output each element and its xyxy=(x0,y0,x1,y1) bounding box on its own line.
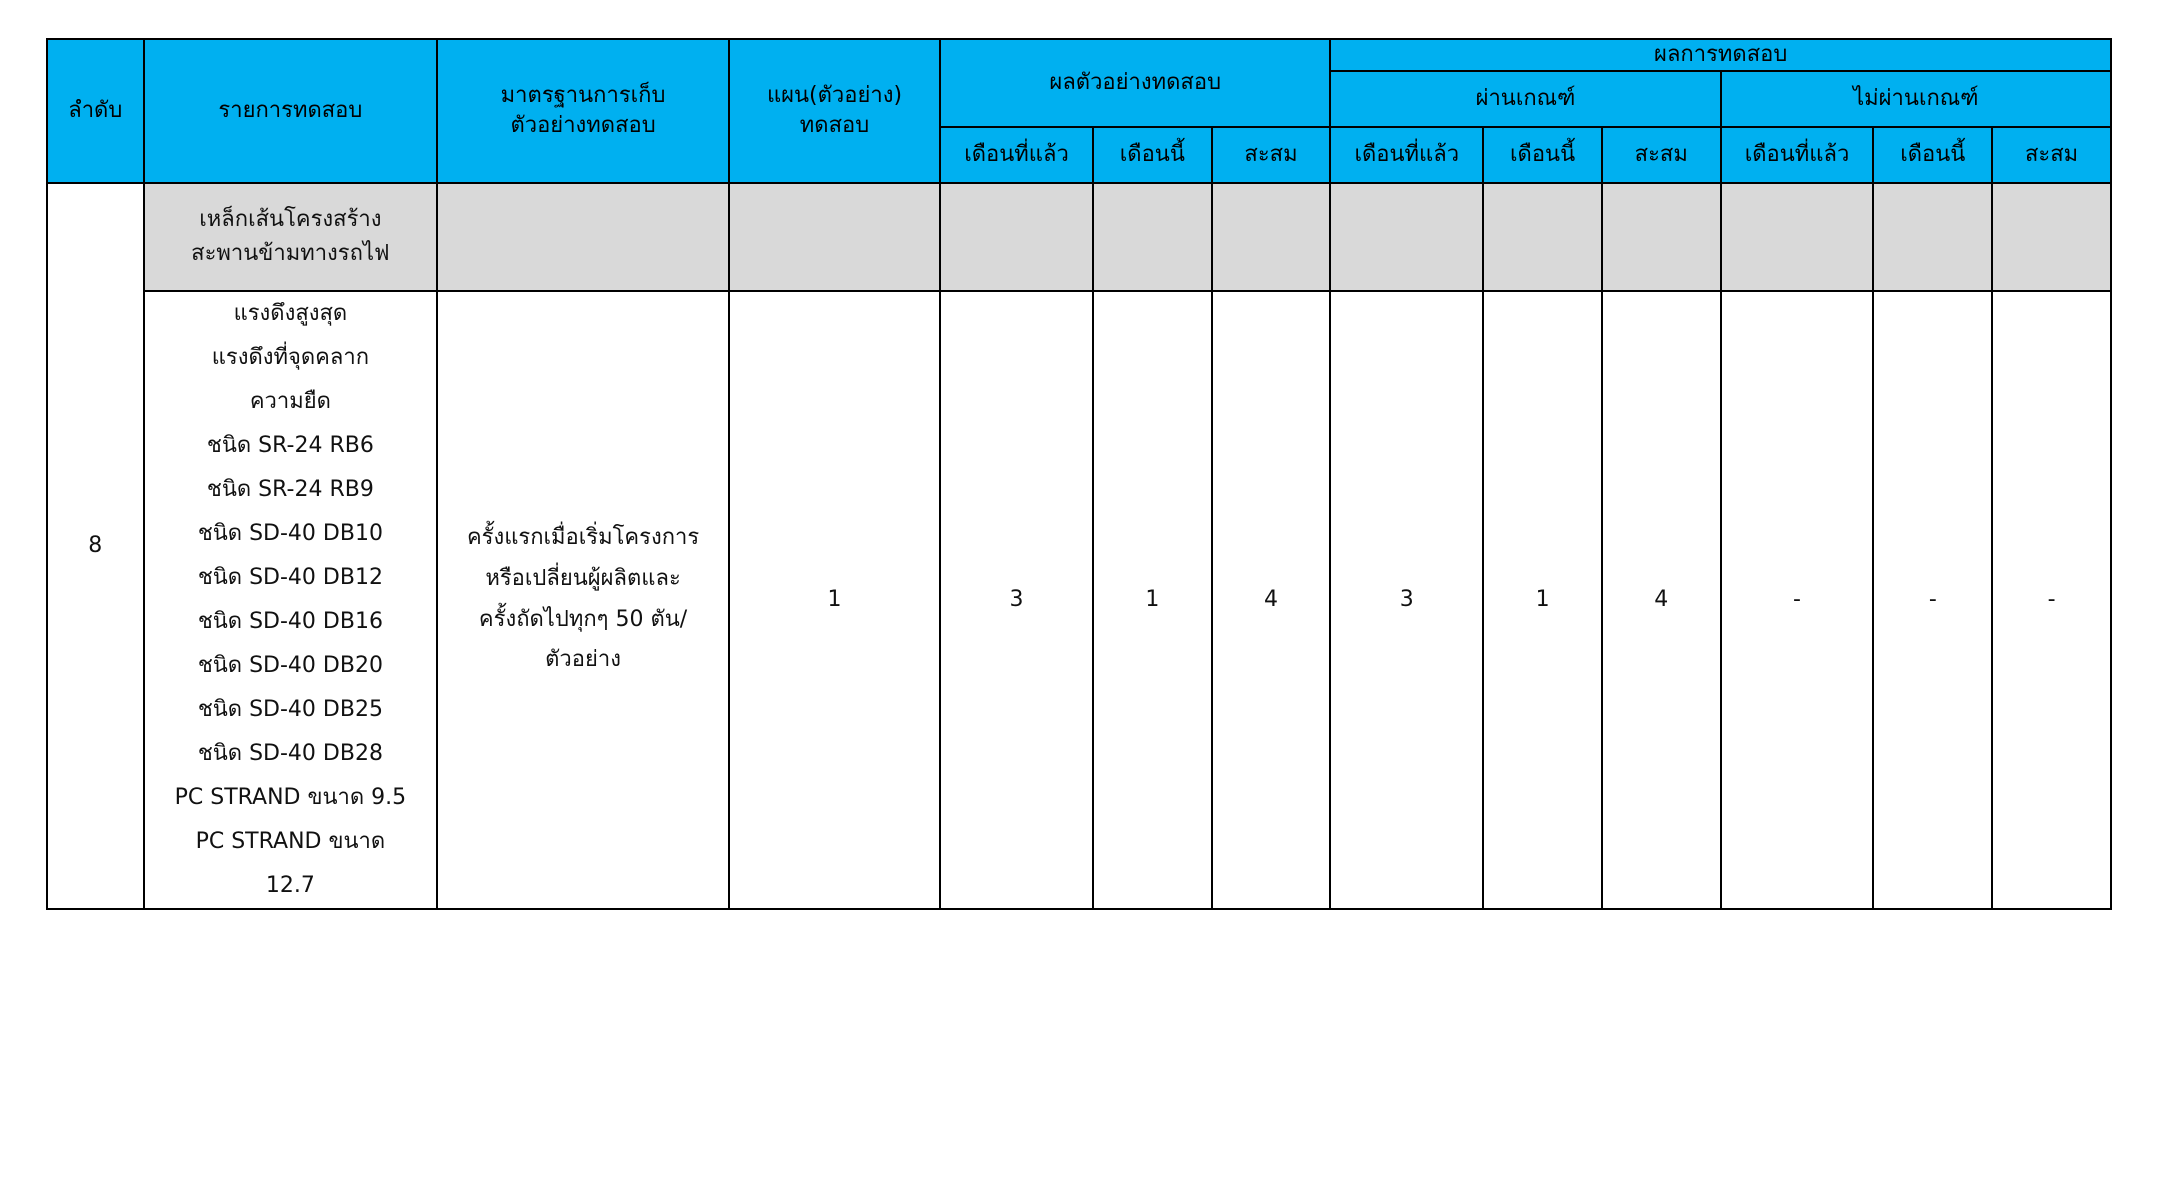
group-pass-this-month-cell xyxy=(1483,183,1602,291)
row-seq-number: 8 xyxy=(47,183,144,909)
standard-line: หรือเปลี่ยนผู้ผลิตและ xyxy=(485,566,681,591)
list-item: แรงดึงสูงสุด xyxy=(233,300,348,326)
group-plan-cell xyxy=(729,183,940,291)
group-standard-cell xyxy=(437,183,729,291)
group-title-cell xyxy=(144,183,438,291)
col-header-pass-last-month: เดือนที่แล้ว xyxy=(1330,127,1483,183)
list-item: ชนิด SR-24 RB9 xyxy=(206,476,374,502)
pass-this-month-value: 1 xyxy=(1483,291,1602,909)
col-header-standard-line1: มาตรฐานการเก็บ xyxy=(500,83,666,109)
list-item: ชนิด SD-40 DB25 xyxy=(197,696,383,722)
group-fail-last-month-cell xyxy=(1721,183,1874,291)
group-sample-last-month-cell xyxy=(940,183,1093,291)
list-item: ชนิด SD-40 DB12 xyxy=(197,564,383,590)
group-title-line2: สะพานข้ามทางรถไฟ xyxy=(191,240,390,266)
sample-last-month-value: 3 xyxy=(940,291,1093,909)
col-header-fail: ไม่ผ่านเกณฑ์ xyxy=(1721,71,2111,127)
table-body xyxy=(47,183,2111,909)
col-header-test-result: ผลการทดสอบ xyxy=(1330,39,2111,71)
col-header-fail-last-month: เดือนที่แล้ว xyxy=(1721,127,1874,183)
group-sample-this-month-cell xyxy=(1093,183,1212,291)
list-item: ชนิด SD-40 DB28 xyxy=(197,740,383,766)
table-row xyxy=(47,291,2111,909)
list-item: PC STRAND ขนาด 9.5 xyxy=(174,784,407,810)
standard-line: ครั้งถัดไปทุกๆ 50 ตัน/ xyxy=(478,606,688,632)
fail-last-month-value: - xyxy=(1721,291,1874,909)
col-header-seq: ลำดับ xyxy=(47,39,144,183)
col-header-plan-line2: ทดสอบ xyxy=(799,112,870,138)
list-item: ชนิด SD-40 DB10 xyxy=(197,520,383,546)
list-item: ชนิด SD-40 DB20 xyxy=(197,652,383,678)
col-header-plan xyxy=(729,39,940,183)
table-row xyxy=(47,183,2111,291)
pass-cumulative-value: 4 xyxy=(1602,291,1721,909)
col-header-standard-line2: ตัวอย่างทดสอบ xyxy=(510,112,656,138)
col-header-sample-cumulative: สะสม xyxy=(1212,127,1331,183)
sample-this-month-value: 1 xyxy=(1093,291,1212,909)
col-header-sample-result: ผลตัวอย่างทดสอบ xyxy=(940,39,1330,127)
table-header xyxy=(47,39,2111,183)
standard-line: ตัวอย่าง xyxy=(545,647,621,673)
group-pass-cumulative-cell xyxy=(1602,183,1721,291)
col-header-pass-this-month: เดือนนี้ xyxy=(1483,127,1602,183)
test-item-list-cell xyxy=(144,291,438,909)
plan-value: 1 xyxy=(729,291,940,909)
pass-last-month-value: 3 xyxy=(1330,291,1483,909)
fail-this-month-value: - xyxy=(1873,291,1992,909)
col-header-pass-cumulative: สะสม xyxy=(1602,127,1721,183)
col-header-sample-last-month: เดือนที่แล้ว xyxy=(940,127,1093,183)
header-row-1 xyxy=(47,39,2111,71)
col-header-sample-this-month: เดือนนี้ xyxy=(1093,127,1212,183)
col-header-pass: ผ่านเกณฑ์ xyxy=(1330,71,1720,127)
list-item: 12.7 xyxy=(265,872,315,898)
col-header-fail-this-month: เดือนนี้ xyxy=(1873,127,1992,183)
sampling-standard-cell xyxy=(437,291,729,909)
col-header-fail-cumulative: สะสม xyxy=(1992,127,2111,183)
sample-cumulative-value: 4 xyxy=(1212,291,1331,909)
test-report-table xyxy=(46,38,2112,910)
list-item: ความยืด xyxy=(249,388,331,414)
standard-line: ครั้งแรกเมื่อเริ่มโครงการ xyxy=(466,525,700,551)
group-sample-cumulative-cell xyxy=(1212,183,1331,291)
group-fail-cumulative-cell xyxy=(1992,183,2111,291)
col-header-plan-line1: แผน(ตัวอย่าง) xyxy=(766,83,903,109)
list-item: PC STRAND ขนาด xyxy=(195,828,386,854)
group-fail-this-month-cell xyxy=(1873,183,1992,291)
list-item: แรงดึงที่จุดคลาก xyxy=(211,344,370,370)
group-pass-last-month-cell xyxy=(1330,183,1483,291)
fail-cumulative-value: - xyxy=(1992,291,2111,909)
list-item: ชนิด SR-24 RB6 xyxy=(206,432,374,458)
col-header-item: รายการทดสอบ xyxy=(144,39,438,183)
list-item: ชนิด SD-40 DB16 xyxy=(197,608,383,634)
group-title-line1: เหล็กเส้นโครงสร้าง xyxy=(199,206,382,232)
col-header-standard xyxy=(437,39,729,183)
